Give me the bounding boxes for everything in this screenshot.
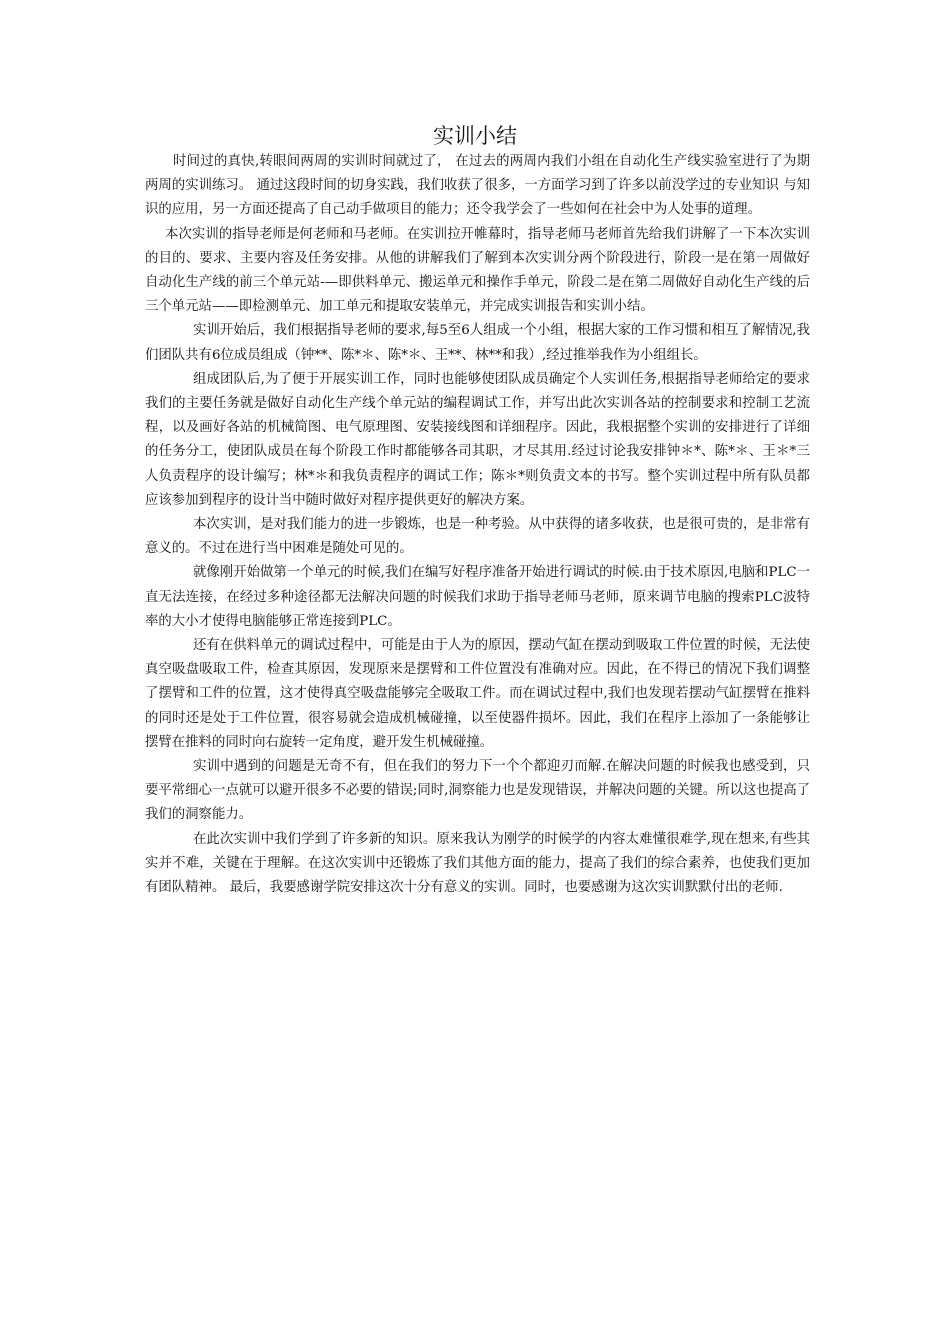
paragraph-feeding-unit-issue: 还有在供料单元的调试过程中，可能是由于人为的原因，摆动气缸在摆动到吸取工件位置的时候，无法使真空吸盘吸取工件，检查其原因，发现原来是摆臂和工件位置没有准确对应。因此，在不得已的情况下我们调整了摆臂和工件的位置，这才使得真空吸盘能够完全吸取工件。而在调试过程中,我们也发现若摆动气缸摆臂在推料的同时还是处于工件位置，很容易就会造成机械碰撞，以至使器件损坏。因此，我们在程序上添加了一条能够让摆臂在推料的同时向右旋转一定角度，避开发生机械碰撞。 (145, 638, 810, 750)
paragraph-problems-solved: 实训中遇到的问题是无奇不有，但在我们的努力下一个个都迎刃而解.在解决问题的时候我也感受到，只要平常细心一点就可以避开很多不必要的错误;同时,洞察能力也是发现错误，并解决问题的关键。所以这也提高了我们的洞察能力。 (145, 759, 810, 823)
paragraph-task-division: 组成团队后,为了便于开展实训工作，同时也能够使团队成员确定个人实训任务,根据指导老师给定的要求我们的主要任务就是做好自动化生产线个单元站的编程调试工作，并写出此次实训各站的控制要求和控制工艺流程，以及画好各站的机械简图、电气原理图、安装接线图和详细程序。因此，我根据整个实训的安排进行了详细的任务分工，使团队成员在每个阶段工作时都能够各司其职，才尽其用.经过讨论我安排钟＊*、陈*＊、王＊*三人负责程序的设计编写；林*＊和我负责程序的调试工作；陈＊*则负责文本的书写。整个实训过程中所有队员都应该参加到程序的设计当中随时做好对程序提供更好的解决方案。 (145, 371, 810, 508)
document-title: 实训小结 (433, 124, 517, 148)
document-body (145, 150, 810, 900)
paragraph-reflection: 本次实训，是对我们能力的进一步锻炼，也是一种考验。从中获得的诸多收获，也是很可贵的，是非常有意义的。不过在进行当中困难是随处可见的。 (145, 517, 810, 557)
paragraph-plc-issue: 就像刚开始做第一个单元的时候,我们在编写好程序准备开始进行调试的时候.由于技术原因,电脑和PLC一直无法连接，在经过多种途径都无法解决问题的时候我们求助于指导老师马老师，原来调节电脑的搜索PLC波特率的大小才使得电脑能够正常连接到PLC。 (145, 565, 810, 629)
paragraph-team-formation: 实训开始后，我们根据指导老师的要求,每5至6人组成一个小组，根据大家的工作习惯和相互了解情况,我们团队共有6位成员组成（钟**、陈*＊、陈*＊、王**、林**和我）,经过推举我作为小组组长。 (145, 323, 810, 363)
paragraph-intro: 时间过的真快,转眼间两周的实训时间就过了， 在过去的两周内我们小组在自动化生产线实验室进行了为期两周的实训练习。 通过这段时间的切身实践，我们收获了很多，一方面学习到了许多以前没学过的专业知识 与知识的应用，另一方面还提高了自己动手做项目的能力；还令我学会了一些如何在社会中为人处事的道理。 (145, 154, 810, 218)
paragraph-conclusion: 在此次实训中我们学到了许多新的知识。原来我认为刚学的时候学的内容太难懂很难学,现在想来,有些其实并不难，关键在于理解。在这次实训中还锻炼了我们其他方面的能力，提高了我们的综合素养，也使我们更加有团队精神。 最后，我要感谢学院安排这次十分有意义的实训。同时，也要感谢为这次实训默默付出的老师. (145, 831, 810, 896)
paragraph-instructors: 本次实训的指导老师是何老师和马老师。在实训拉开帷幕时，指导老师马老师首先给我们讲解了一下本次实训的目的、要求、主要内容及任务安排。从他的讲解我们了解到本次实训分两个阶段进行，阶段一是在第一周做好自动化生产线的前三个单元站-—即供料单元、搬运单元和操作手单元，阶段二是在第二周做好自动化生产线的后三个单元站——即检测单元、加工单元和提取安装单元，并完成实训报告和实训小结。 (145, 226, 810, 315)
